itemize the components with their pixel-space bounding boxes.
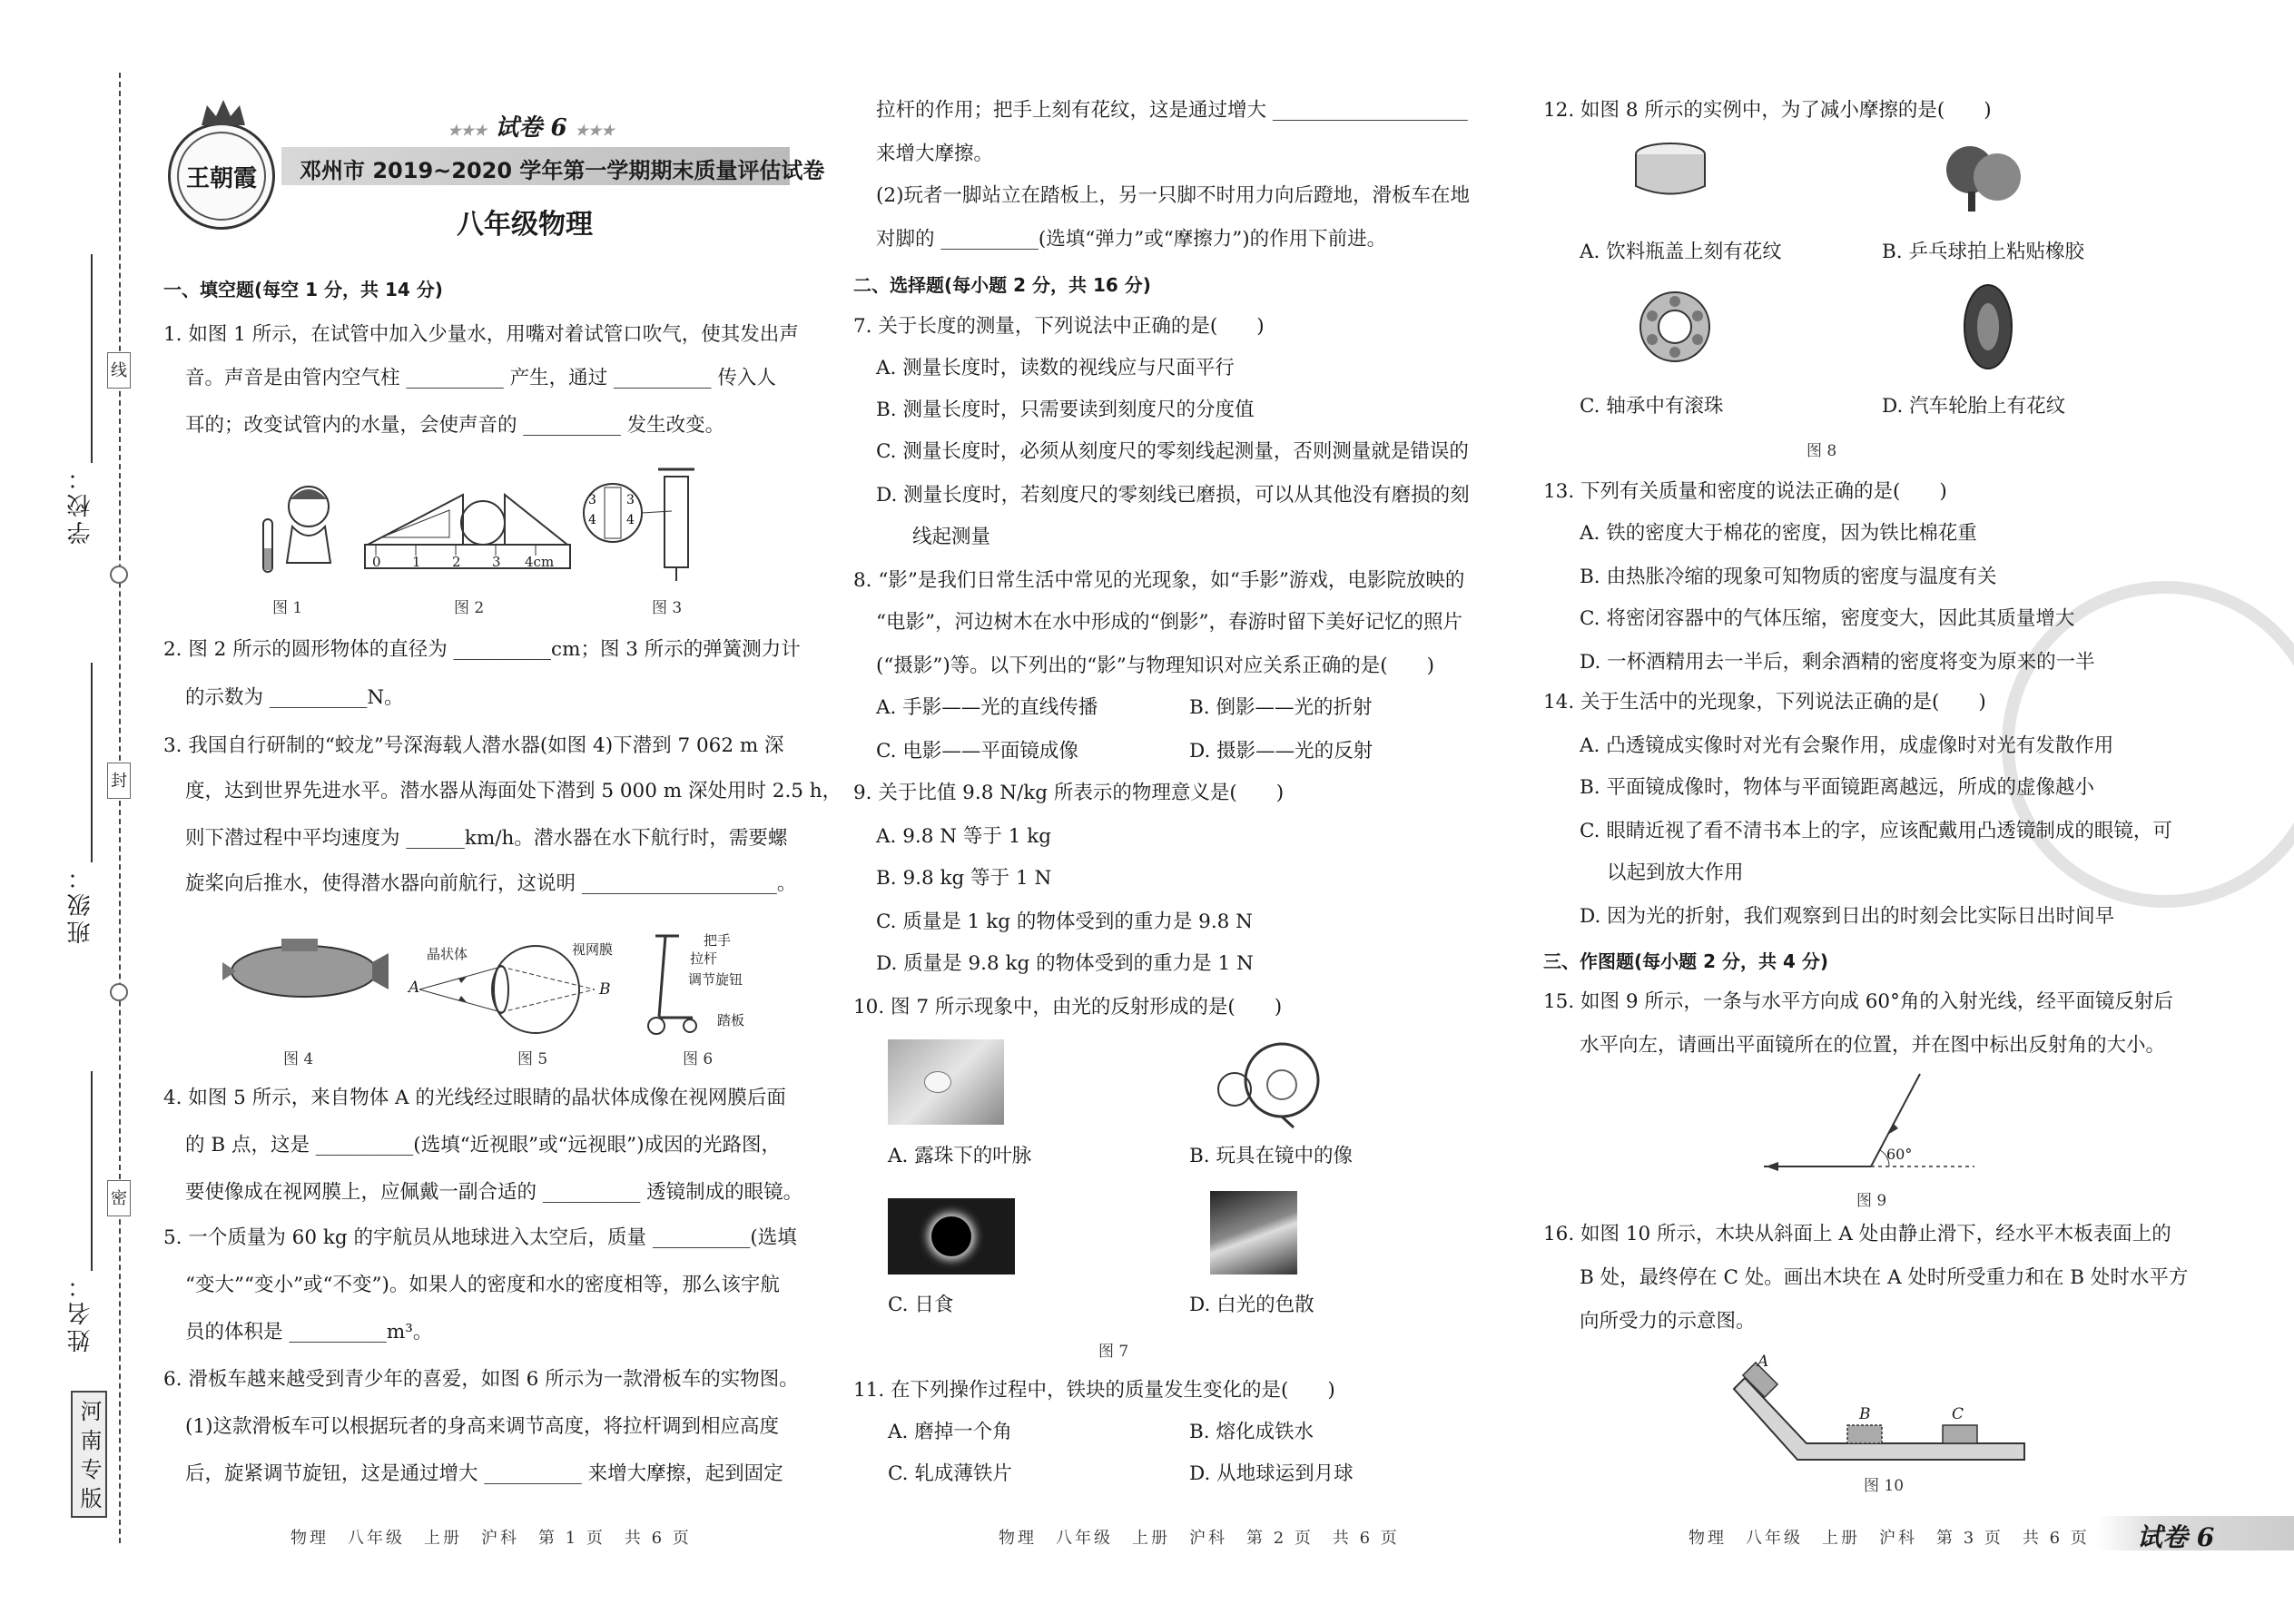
figure-10-incline-block xyxy=(1725,1353,2033,1471)
svg-text:4: 4 xyxy=(588,513,596,527)
q13-option-b[interactable]: B. 由热胀冷缩的现象可知物质的密度与温度有关 xyxy=(1580,566,1997,588)
fig7-image-solar-eclipse xyxy=(888,1198,1015,1275)
q7-option-b[interactable]: B. 测量长度时，只需要读到刻度尺的分度值 xyxy=(876,399,1255,421)
fig8-ping-pong-paddles xyxy=(1943,141,2024,213)
fig10-caption: 图 10 xyxy=(1864,1477,1905,1495)
q6-cont-line2: 来增大摩擦。 xyxy=(876,143,994,165)
q12-option-a[interactable]: A. 饮料瓶盖上刻有花纹 xyxy=(1580,241,1782,263)
q1-line1: 1. 如图 1 所示，在试管中加入少量水，用嘴对着试管口吹气，使其发出声 xyxy=(163,323,799,346)
q13-stem: 13. 下列有关质量和密度的说法正确的是( ) xyxy=(1543,480,1947,503)
q1-line3: 耳的；改变试管内的水量，会使声音的 __________ 发生改变。 xyxy=(185,414,725,437)
q3-line3: 则下潜过程中平均速度为 ______km/h。潜水器在水下航行时，需要螺 xyxy=(185,827,788,850)
q3-line2: 度，达到世界先进水平。潜水器从海面处下潜到 5 000 m 深处用时 2.5 h， xyxy=(185,780,842,802)
q9-stem: 9. 关于比值 9.8 N/kg 所表示的物理意义是( ) xyxy=(853,782,1285,804)
binding-mark-2: 封 xyxy=(107,763,131,799)
q6-line3: 后，旋紧调节旋钮，这是通过增大 __________ 来增大摩擦，起到固定 xyxy=(185,1462,783,1485)
figure-3-spring-scale xyxy=(581,458,699,586)
q7-option-d-cont: 线起测量 xyxy=(912,526,991,548)
scooter-label-board: 踏板 xyxy=(717,1012,745,1029)
fig6-caption: 图 6 xyxy=(683,1050,714,1068)
ruler-tick-1: 1 xyxy=(412,554,421,570)
q11-option-c[interactable]: C. 轧成薄铁片 xyxy=(888,1462,1012,1485)
q14-stem: 14. 关于生活中的光现象，下列说法正确的是( ) xyxy=(1543,691,1986,714)
q13-option-a[interactable]: A. 铁的密度大于棉花的密度，因为铁比棉花重 xyxy=(1580,522,1977,545)
binding-mark-3: 密 xyxy=(107,1180,131,1216)
q7-option-a[interactable]: A. 测量长度时，读数的视线应与尺面平行 xyxy=(876,357,1235,379)
q6-line1: 6. 滑板车越来越受到青少年的喜爱，如图 6 所示为一款滑板车的实物图。 xyxy=(163,1368,799,1391)
corner-label: 试卷 6 xyxy=(2137,1522,2215,1552)
logo-text: 王朝霞 xyxy=(177,132,266,221)
q3-line4: 旋桨向后推水，使得潜水器向前航行，这说明 ____________________。 xyxy=(185,872,797,895)
q12-stem: 12. 如图 8 所示的实例中，为了减小摩擦的是( ) xyxy=(1543,99,1992,122)
q9-option-a[interactable]: A. 9.8 N 等于 1 kg xyxy=(876,825,1052,848)
binding-mark-1: 线 xyxy=(107,352,131,389)
scooter-label-knob: 调节旋钮 xyxy=(688,971,743,988)
name-field[interactable] xyxy=(91,1071,93,1271)
q14-option-a[interactable]: A. 凸透镜成实像时对光有会聚作用，成虚像时对光有发散作用 xyxy=(1580,734,2114,757)
q9-option-c[interactable]: C. 质量是 1 kg 的物体受到的重力是 9.8 N xyxy=(876,910,1253,933)
ruler-tick-4: 4cm xyxy=(525,554,555,570)
q14-option-c-cont: 以起到放大作用 xyxy=(1607,861,1744,884)
school-field[interactable] xyxy=(91,254,93,463)
q10-option-c[interactable]: C. 日食 xyxy=(888,1294,954,1316)
q13-option-c[interactable]: C. 将密闭容器中的气体压缩，密度变大，因此其质量增大 xyxy=(1580,607,2075,630)
ruler-tick-0: 0 xyxy=(372,554,381,570)
q7-option-d[interactable]: D. 测量长度时，若刻度尺的零刻线已磨损，可以从其他没有磨损的刻 xyxy=(876,484,1470,507)
fig7-image-toy-mirror xyxy=(1207,1035,1325,1130)
fig10-label-a: A xyxy=(1757,1353,1769,1371)
section-fill-in: 一、填空题(每空 1 分，共 14 分) xyxy=(163,279,443,300)
name-label: 姓名： xyxy=(67,1271,94,1353)
exam-title: 邓州市 2019~2020 学年第一学期期末质量评估试卷 xyxy=(300,158,825,183)
binding-ring-1 xyxy=(110,566,128,584)
svg-text:3: 3 xyxy=(588,493,596,507)
ruler-tick-3: 3 xyxy=(492,554,501,570)
series-label-bar xyxy=(427,109,635,142)
publisher-logo xyxy=(168,123,275,230)
fig2-caption: 图 2 xyxy=(454,599,485,617)
eye-label-b: B xyxy=(599,980,611,999)
fig3-caption: 图 3 xyxy=(652,599,683,617)
q8-line1: 8. “影”是我们日常生活中常见的光现象，如“手影”游戏，电影院放映的 xyxy=(853,569,1465,592)
q7-stem: 7. 关于长度的测量，下列说法中正确的是( ) xyxy=(853,315,1265,338)
q5-line1: 5. 一个质量为 60 kg 的宇航员从地球进入太空后，质量 __________(选填 xyxy=(163,1226,797,1249)
q4-line3: 要使像成在视网膜上，应佩戴一副合适的 __________ 透镜制成的眼镜。 xyxy=(185,1181,803,1204)
q10-option-b[interactable]: B. 玩具在镜中的像 xyxy=(1189,1145,1353,1167)
q6-cont-line4: 对脚的 __________(选填“弹力”或“摩擦力”)的作用下前进。 xyxy=(876,228,1387,251)
page3-footer: 物理 八年级 上册 沪科 第 3 页 共 6 页 xyxy=(1689,1529,2090,1548)
subject-title: 八年级物理 xyxy=(457,209,593,241)
q12-option-d[interactable]: D. 汽车轮胎上有花纹 xyxy=(1882,395,2066,418)
fig8-bottle-cap xyxy=(1629,136,1711,209)
q12-option-b[interactable]: B. 乒乓球拍上粘贴橡胶 xyxy=(1882,241,2084,263)
fig10-label-b: B xyxy=(1859,1405,1871,1423)
q16-line3: 向所受力的示意图。 xyxy=(1580,1310,1756,1333)
svg-text:3: 3 xyxy=(626,493,635,507)
class-field[interactable] xyxy=(91,663,93,862)
fig7-image-dew-leaf xyxy=(888,1039,1004,1125)
page2-footer: 物理 八年级 上册 沪科 第 2 页 共 6 页 xyxy=(999,1529,1400,1548)
q14-option-b[interactable]: B. 平面镜成像时，物体与平面镜距离越远，所成的虚像越小 xyxy=(1580,776,2094,799)
q11-option-b[interactable]: B. 熔化成铁水 xyxy=(1189,1421,1314,1443)
q4-line2: 的 B 点，这是 __________(选填“近视眼”或“远视眼”)成因的光路图， xyxy=(185,1134,782,1156)
ruler-tick-2: 2 xyxy=(452,554,461,570)
q13-option-d[interactable]: D. 一杯酒精用去一半后，剩余酒精的密度将变为原来的一半 xyxy=(1580,651,2095,674)
section-drawing: 三、作图题(每小题 2 分，共 4 分) xyxy=(1543,950,1828,972)
q10-stem: 10. 图 7 所示现象中，由光的反射形成的是( ) xyxy=(853,996,1283,1019)
q11-stem: 11. 在下列操作过程中，铁块的质量发生变化的是( ) xyxy=(853,1379,1335,1402)
q4-line1: 4. 如图 5 所示，来自物体 A 的光线经过眼睛的晶状体成像在视网膜后面 xyxy=(163,1087,786,1109)
q3-line1: 3. 我国自行研制的“蛟龙”号深海载人潜水器(如图 4)下潜到 7 062 m 深 xyxy=(163,734,784,757)
q16-line2: B 处，最终停在 C 处。画出木块在 A 处时所受重力和在 B 处时水平方 xyxy=(1580,1266,2189,1289)
star-icon: ★★★ xyxy=(575,122,615,139)
figure-4-submarine xyxy=(218,926,390,1017)
fig4-caption: 图 4 xyxy=(283,1050,314,1068)
q2-line2: 的示数为 __________N。 xyxy=(185,686,404,709)
class-label: 班级： xyxy=(67,862,94,944)
svg-text:4: 4 xyxy=(626,513,635,527)
q12-option-c[interactable]: C. 轴承中有滚珠 xyxy=(1580,395,1724,418)
crown-icon xyxy=(198,98,249,129)
q15-line1: 15. 如图 9 所示，一条与水平方向成 60°角的入射光线，经平面镜反射后 xyxy=(1543,990,2173,1013)
fig1-caption: 图 1 xyxy=(272,599,303,617)
q5-line2: “变大”“变小”或“不变”)。如果人的密度和水的密度相等，那么该宇航 xyxy=(185,1274,780,1296)
binding-ring-2 xyxy=(110,983,128,1001)
fig7-caption: 图 7 xyxy=(1098,1343,1129,1361)
series-label: 试卷 6 xyxy=(495,114,567,142)
figure-9-light-ray xyxy=(1757,1067,1984,1176)
q1-line2: 音。声音是由管内空气柱 __________ 产生，通过 __________ 传入人 xyxy=(185,367,776,389)
scooter-label-handle: 把手 xyxy=(704,932,732,949)
fig8-car-tire xyxy=(1961,281,2015,372)
q15-line2: 水平向左，请画出平面镜所在的位置，并在图中标出反射角的大小。 xyxy=(1580,1034,2166,1057)
q16-line1: 16. 如图 10 所示，木块从斜面上 A 处由静止滑下，经水平木板表面上的 xyxy=(1543,1223,2171,1245)
fig7-image-dispersion xyxy=(1210,1191,1297,1275)
fig10-label-c: C xyxy=(1952,1405,1964,1423)
q7-option-c[interactable]: C. 测量长度时，必须从刻度尺的零刻线起测量，否则测量就是错误的 xyxy=(876,440,1469,463)
star-icon: ★★★ xyxy=(448,122,487,139)
q14-option-d[interactable]: D. 因为光的折射，我们观察到日出的时刻会比实际日出时间早 xyxy=(1580,905,2115,928)
eye-label-a: A xyxy=(409,979,420,997)
scooter-label-rod: 拉杆 xyxy=(690,950,718,967)
angle-label: 60° xyxy=(1886,1146,1913,1163)
q6-line2: (1)这款滑板车可以根据玩者的身高来调节高度，将拉杆调到相应高度 xyxy=(185,1415,779,1438)
section-choice: 二、选择题(每小题 2 分，共 16 分) xyxy=(853,274,1151,296)
q6-cont-line3: (2)玩者一脚站立在踏板上，另一只脚不时用力向后蹬地，滑板车在地 xyxy=(876,184,1470,207)
q11-option-d[interactable]: D. 从地球运到月球 xyxy=(1189,1462,1354,1485)
eye-label-retina: 视网膜 xyxy=(572,941,614,958)
q5-line3: 员的体积是 __________m³。 xyxy=(185,1321,433,1343)
q10-option-d[interactable]: D. 白光的色散 xyxy=(1189,1294,1314,1316)
figure-1-girl-test-tube xyxy=(254,472,336,581)
fig9-caption: 图 9 xyxy=(1856,1192,1887,1210)
q14-option-c[interactable]: C. 眼睛近视了看不清书本上的字，应该配戴用凸透镜制成的眼镜，可 xyxy=(1580,820,2172,842)
q8-line2: “电影”，河边树木在水中形成的“倒影”，春游时留下美好记忆的照片 xyxy=(876,611,1462,634)
q8-option-b[interactable]: B. 倒影——光的折射 xyxy=(1189,696,1373,719)
binding-dashed-line xyxy=(119,73,121,1543)
q9-option-d[interactable]: D. 质量是 9.8 kg 的物体受到的重力是 1 N xyxy=(876,952,1254,975)
region-badge: 河南专版 xyxy=(71,1391,107,1518)
q9-option-b[interactable]: B. 9.8 kg 等于 1 N xyxy=(876,867,1052,890)
school-label: 学校： xyxy=(67,463,94,545)
q8-option-a[interactable]: A. 手影——光的直线传播 xyxy=(876,696,1098,719)
q2-line1: 2. 图 2 所示的圆形物体的直径为 __________cm；图 3 所示的弹簧测力计 xyxy=(163,638,801,661)
eye-label-crystal: 晶状体 xyxy=(427,946,468,962)
q8-option-c[interactable]: C. 电影——平面镜成像 xyxy=(876,740,1078,763)
fig8-bearing xyxy=(1634,289,1716,366)
page1-footer: 物理 八年级 上册 沪科 第 1 页 共 6 页 xyxy=(290,1529,692,1548)
fig5-caption: 图 5 xyxy=(517,1050,548,1068)
q8-line3: (“摄影”)等。以下列出的“影”与物理知识对应关系正确的是( ) xyxy=(876,655,1435,677)
q10-option-a[interactable]: A. 露珠下的叶脉 xyxy=(888,1145,1032,1167)
q11-option-a[interactable]: A. 磨掉一个角 xyxy=(888,1421,1012,1443)
q6-cont-line1: 拉杆的作用；把手上刻有花纹，这是通过增大 ____________________ xyxy=(876,99,1468,122)
q8-option-d[interactable]: D. 摄影——光的反射 xyxy=(1189,740,1373,763)
fig8-caption: 图 8 xyxy=(1807,442,1837,460)
